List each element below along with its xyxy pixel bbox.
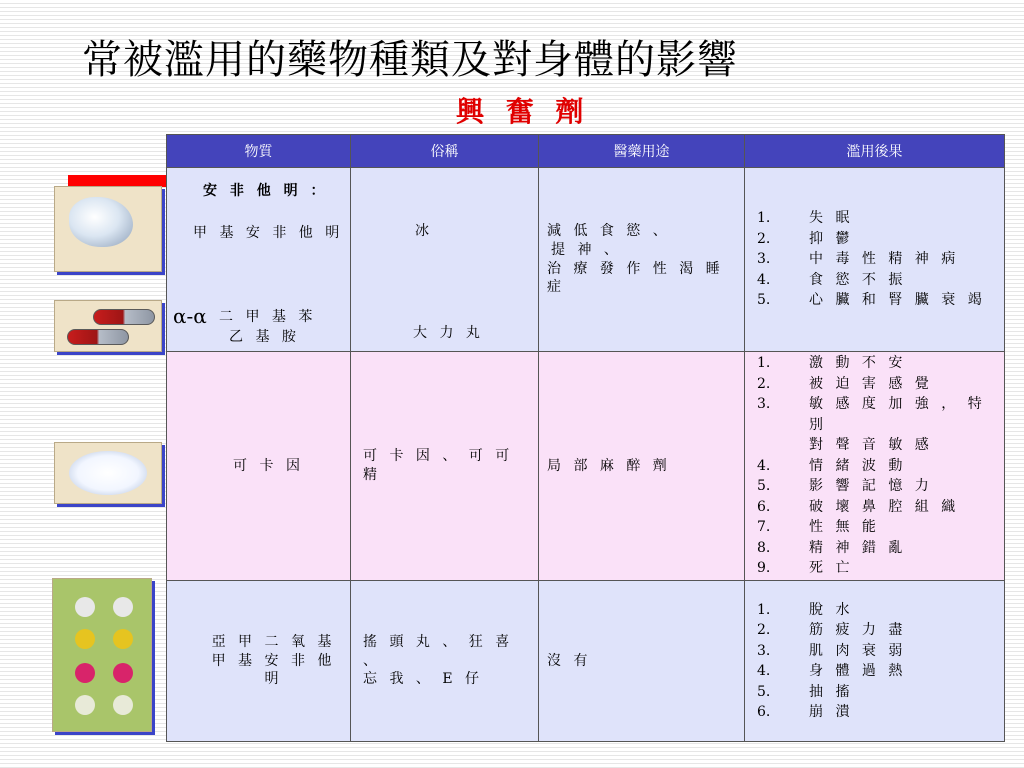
medical-use-cell <box>539 168 745 352</box>
pill <box>75 597 95 617</box>
table-header-row <box>167 135 1005 168</box>
alias-text: 冰 <box>415 223 433 239</box>
effects-list <box>757 208 996 311</box>
crystal-meth-photo <box>54 186 162 272</box>
list-item: 6. 崩 潰 <box>757 704 854 720</box>
list-item: 5. 影 響 記 憶 力 <box>757 478 933 495</box>
pill <box>75 695 95 715</box>
list-item: 4. 情 緒 波 動 <box>757 457 907 474</box>
list-item: 3. 肌 肉 衰 弱 <box>757 642 907 659</box>
effects-list <box>757 600 996 723</box>
alias-text: 搖 頭 丸 、 狂 喜 、 <box>363 633 514 669</box>
list-item: 5. 抽 搐 <box>757 683 854 700</box>
effects-list <box>757 353 996 579</box>
list-item: 3. 敏 感 度 加 強 ， 特 別 <box>757 396 986 433</box>
medical-use-text: 局 部 麻 醉 劑 <box>547 457 671 474</box>
capsule-1 <box>93 309 155 325</box>
header-substance: 物質 <box>167 135 351 168</box>
drug-table <box>166 134 1005 742</box>
alias-cell <box>351 168 539 352</box>
medical-use-cell <box>539 581 745 742</box>
table-row <box>167 168 1005 352</box>
list-item: 1. 脫 水 <box>757 601 854 618</box>
capsules-photo <box>54 300 162 352</box>
alias-cell <box>351 581 539 742</box>
substance-cell <box>167 581 351 742</box>
list-item: 4. 食 慾 不 振 <box>757 271 907 288</box>
list-item: 3. 中 毒 性 精 神 病 <box>757 251 960 268</box>
substance-name: 可 卡 因 <box>233 457 304 474</box>
list-item: 5. 心 臟 和 腎 臟 衰 竭 <box>757 292 986 309</box>
slide-subtitle: 興 奮 劑 <box>456 95 590 128</box>
list-item: 2. 筋 疲 力 盡 <box>757 622 907 638</box>
crystal-shape <box>69 197 133 247</box>
substance-name: 甲 基 安 非 他 明 <box>193 225 344 241</box>
alias-cell <box>351 352 539 581</box>
medical-use-cell <box>539 352 745 581</box>
pill <box>75 629 95 649</box>
substance-heading: 安 非 他 明 ： <box>203 183 329 199</box>
medical-use-text: 提 神 、 <box>551 241 622 258</box>
substance-name: 甲 基 安 非 他 <box>211 652 336 669</box>
substance-cell <box>167 168 351 352</box>
list-item: 9. 死 亡 <box>757 560 854 577</box>
list-item: 6. 破 壞 鼻 腔 組 織 <box>757 498 960 515</box>
list-item: 7. 性 無 能 <box>757 519 880 536</box>
substance-cell <box>167 352 351 581</box>
capsule-2 <box>67 329 129 345</box>
medical-use-text: 減 低 食 慾 、 <box>547 222 671 239</box>
alias-text: 大 力 丸 <box>413 325 484 341</box>
pill <box>113 663 133 683</box>
substance-name: 乙 基 胺 <box>229 329 300 345</box>
effects-cell <box>745 581 1005 742</box>
medical-use-text: 治 療 發 作 性 渴 睡 症 <box>547 260 724 296</box>
pill <box>75 663 95 683</box>
effects-cell <box>745 168 1005 352</box>
substance-name: 二 甲 基 苯 <box>219 309 317 325</box>
ecstasy-pills-photo <box>52 578 152 732</box>
effects-cell <box>745 352 1005 581</box>
header-alias: 俗稱 <box>351 135 539 168</box>
pill <box>113 597 133 617</box>
table-row <box>167 581 1005 742</box>
substance-name: 亞 甲 二 氧 基 <box>211 633 336 650</box>
list-item: 8. 精 神 錯 亂 <box>757 539 907 556</box>
list-item: 2. 抑 鬱 <box>757 230 854 247</box>
alpha-symbol: α-α <box>173 304 207 328</box>
header-medical-use: 醫藥用途 <box>539 135 745 168</box>
powder-shape <box>69 451 147 495</box>
alias-text: 忘 我 、 E 仔 <box>363 671 484 688</box>
table-row <box>167 352 1005 581</box>
substance-name: 明 <box>264 671 283 688</box>
pill-grid <box>53 579 151 731</box>
slide-title: 常被濫用的藥物種類及對身體的影響 <box>82 37 738 83</box>
alias-text: 可 卡 因 、 可 可 精 <box>363 448 514 483</box>
list-item: 對 聲 音 敏 感 <box>809 437 933 454</box>
cocaine-powder-photo <box>54 442 162 504</box>
list-item: 1. 激 動 不 安 <box>757 355 907 372</box>
pill <box>113 695 133 715</box>
list-item: 2. 被 迫 害 感 覺 <box>757 375 933 392</box>
list-item: 1. 失 眠 <box>757 210 854 227</box>
header-abuse-effects: 濫用後果 <box>745 135 1005 168</box>
pill <box>113 629 133 649</box>
medical-use-text: 沒 有 <box>547 652 592 669</box>
list-item: 4. 身 體 過 熱 <box>757 663 907 679</box>
